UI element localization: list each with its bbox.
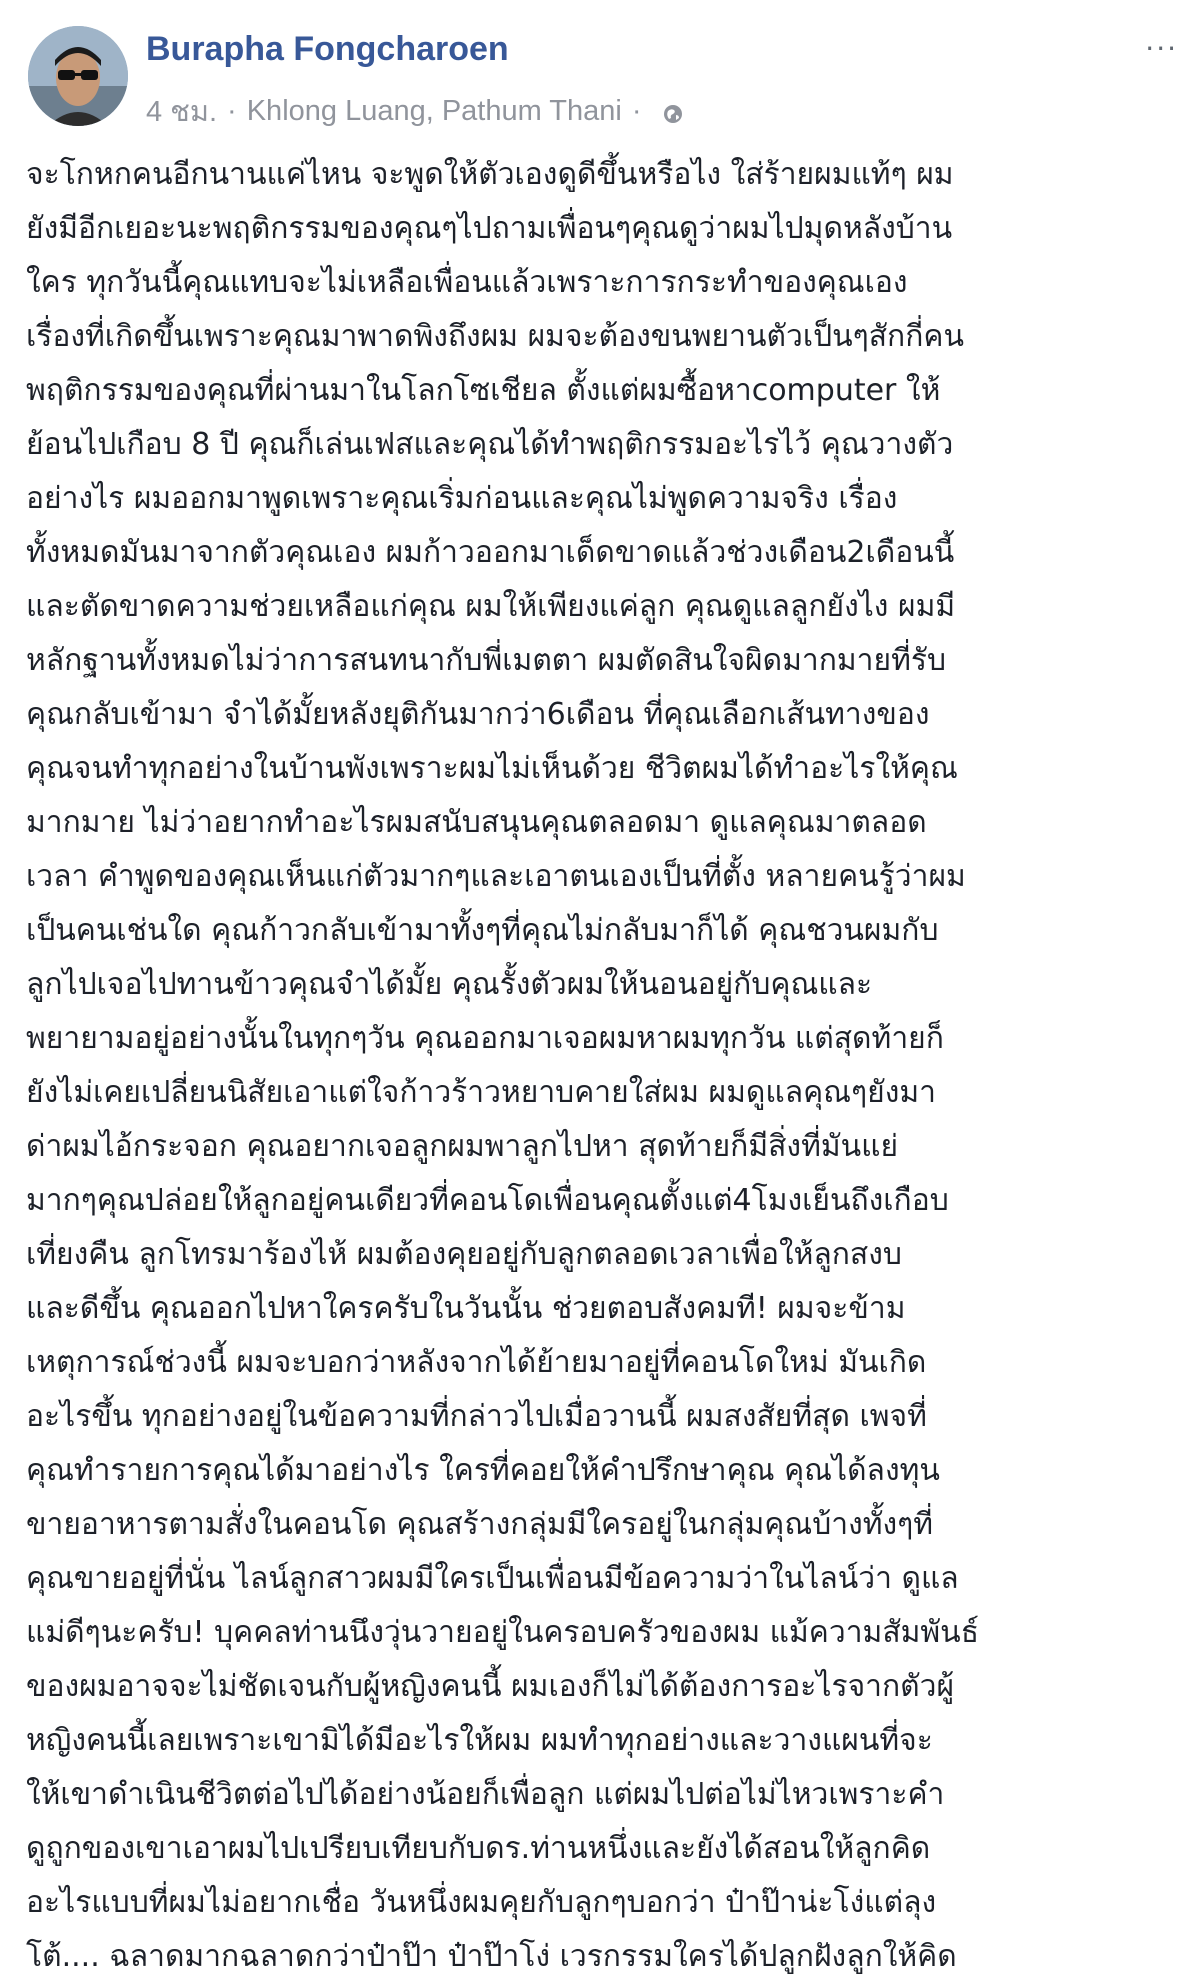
post-meta (146, 88, 684, 134)
post-text-line: และตัดขาดความช่วยเหลือแก่คุณ ผมให้เพียงแค่ลูก คุณดูแลลูกยังไง ผมมี (26, 589, 956, 624)
post-text-line: อะไรขึ้น ทุกอย่างอยู่ในข้อความที่กล่าวไปเมื่อวานนี้ ผมสงสัยที่สุด เพจที่ (26, 1399, 927, 1434)
author-name[interactable]: Burapha Fongcharoen (146, 30, 509, 68)
post-text-line: และดีขึ้น คุณออกไปหาใครครับในวันนั้น ช่วยตอบสังคมที! ผมจะข้าม (26, 1291, 906, 1326)
post-text-line: ขายอาหารตามสั่งในคอนโด คุณสร้างกลุ่มมีใครอยู่ในกลุ่มคุณบ้างทั้งๆที่ (26, 1507, 934, 1542)
post-text-line: อย่างไร ผมออกมาพูดเพราะคุณเริ่มก่อนและคุณไม่พูดความจริง เรื่อง (26, 481, 898, 516)
post-text-line: พยายามอยู่อย่างนั้นในทุกๆวัน คุณออกมาเจอผมหาผมทุกวัน แต่สุดท้ายก็ (26, 1021, 944, 1056)
post-text-line: ใคร ทุกวันนี้คุณแทบจะไม่เหลือเพื่อนแล้วเพราะการกระทำของคุณเอง (26, 265, 908, 300)
post-text-line: ให้เขาดำเนินชีวิตต่อไปได้อย่างน้อยก็เพื่อลูก แต่ผมไปต่อไม่ไหวเพราะคำ (26, 1777, 945, 1812)
profile-photo-icon (28, 26, 128, 126)
post-text-line: คุณขายอยู่ที่นั่น ไลน์ลูกสาวผมมีใครเป็นเพื่อนมีข้อความว่าในไลน์ว่า ดูแล (26, 1561, 959, 1596)
post-text-line: โต้.... ฉลาดมากฉลาดกว่าป๋าป๊า ป๋าป๊าโง่ เวรกรรมใครได้ปลูกฝังลูกให้คิด (26, 1939, 957, 1974)
post-text-line: ลูกไปเจอไปทานข้าวคุณจำได้มั้ย คุณรั้งตัวผมให้นอนอยู่กับคุณและ (26, 967, 873, 1002)
post-text-line: ทั้งหมดมันมาจากตัวคุณเอง ผมก้าวออกมาเด็ดขาดแล้วช่วงเดือน2เดือนนี้ (26, 535, 955, 570)
avatar[interactable] (28, 26, 128, 126)
post-text-line: คุณกลับเข้ามา จำได้มั้ยหลังยุติกันมากว่า6เดือน ที่คุณเลือกเส้นทางของ (26, 697, 930, 732)
post-text-line: หลักฐานทั้งหมดไม่ว่าการสนทนากับพี่เมตตา ผมตัดสินใจผิดมากมายที่รับ (26, 643, 947, 678)
post-text-line: เที่ยงคืน ลูกโทรมาร้องไห้ ผมต้องคุยอยู่กับลูกตลอดเวลาเพื่อให้ลูกสงบ (26, 1237, 902, 1272)
post-text (26, 148, 1176, 1984)
meta-separator-2: · (631, 94, 642, 127)
post-text-line: อะไรแบบที่ผมไม่อยากเชื่อ วันหนึ่งผมคุยกับลูกๆบอกว่า ป๋าป๊าน่ะโง่แต่ลุง (26, 1885, 937, 1920)
post-text-line: คุณจนทำทุกอย่างในบ้านพังเพราะผมไม่เห็นด้วย ชีวิตผมได้ทำอะไรให้คุณ (26, 751, 958, 786)
post-text-line: ยังมีอีกเยอะนะพฤติกรรมของคุณๆไปถามเพื่อนๆคุณดูว่าผมไปมุดหลังบ้าน (26, 211, 953, 246)
post-text-line: มากๆคุณปล่อยให้ลูกอยู่คนเดียวที่คอนโดเพื่อนคุณตั้งแต่4โมงเย็นถึงเกือบ (26, 1183, 949, 1218)
post-text-line: ยังไม่เคยเปลี่ยนนิสัยเอาแต่ใจก้าวร้าวหยาบคายใส่ผม ผมดูแลคุณๆยังมา (26, 1075, 936, 1110)
post-time[interactable]: 4 ชม. (146, 96, 218, 128)
post-text-line: เวลา คำพูดของคุณเห็นแก่ตัวมากๆและเอาตนเองเป็นที่ตั้ง หลายคนรู้ว่าผม (26, 859, 966, 894)
post-text-line: ย้อนไปเกือบ 8 ปี คุณก็เล่นเฟสและคุณได้ทำพฤติกรรมอะไรไว้ คุณวางตัว (26, 427, 954, 462)
post-location[interactable]: Khlong Luang, Pathum Thani (246, 94, 622, 127)
post-text-line: ด่าผมไอ้กระจอก คุณอยากเจอลูกผมพาลูกไปหา สุดท้ายก็มีสิ่งที่มันแย่ (26, 1129, 899, 1164)
post-text-line: แม่ดีๆนะครับ! บุคคลท่านนึงวุ่นวายอยู่ในครอบครัวของผม แม้ความสัมพันธ์ (26, 1615, 979, 1650)
post-text-line: คุณทำรายการคุณได้มาอย่างไร ใครที่คอยให้คำปรึกษาคุณ คุณได้ลงทุน (26, 1453, 940, 1488)
post-text-line: เรื่องที่เกิดขึ้นเพราะคุณมาพาดพิงถึงผม ผมจะต้องขนพยานตัวเป็นๆสักกี่คน (26, 319, 964, 354)
post-text-line: หญิงคนนี้เลยเพราะเขามิได้มีอะไรให้ผม ผมทำทุกอย่างและวางแผนที่จะ (26, 1723, 933, 1758)
meta-separator: · (227, 94, 237, 127)
post-text-line: พฤติกรรมของคุณที่ผ่านมาในโลกโซเชียล ตั้งแต่ผมซื้อหาcomputer ให้ (26, 373, 941, 408)
post-text-line: ดูถูกของเขาเอาผมไปเปรียบเทียบกับดร.ท่านหนึ่งและยังได้สอนให้ลูกคิด (26, 1831, 931, 1866)
post-text-line: จะโกหกคนอีกนานแค่ไหน จะพูดให้ตัวเองดูดีขึ้นหรือไง ใส่ร้ายผมแท้ๆ ผม (26, 157, 954, 192)
globe-icon[interactable] (662, 100, 684, 122)
ellipsis-icon[interactable]: ··· (1145, 32, 1178, 65)
post-text-line: ของผมอาจจะไม่ชัดเจนกับผู้หญิงคนนี้ ผมเองก็ไม่ได้ต้องการอะไรจากตัวผู้ (26, 1669, 955, 1704)
post-text-line: เป็นคนเช่นใด คุณก้าวกลับเข้ามาทั้งๆที่คุณไม่กลับมาก็ได้ คุณชวนผมกับ (26, 913, 939, 948)
post-text-line: มากมาย ไม่ว่าอยากทำอะไรผมสนับสนุนคุณตลอดมา ดูแลคุณมาตลอด (26, 805, 927, 840)
post-header (28, 26, 1178, 126)
post-text-line: เหตุการณ์ช่วงนี้ ผมจะบอกว่าหลังจากได้ย้ายมาอยู่ที่คอนโดใหม่ มันเกิด (26, 1345, 927, 1380)
